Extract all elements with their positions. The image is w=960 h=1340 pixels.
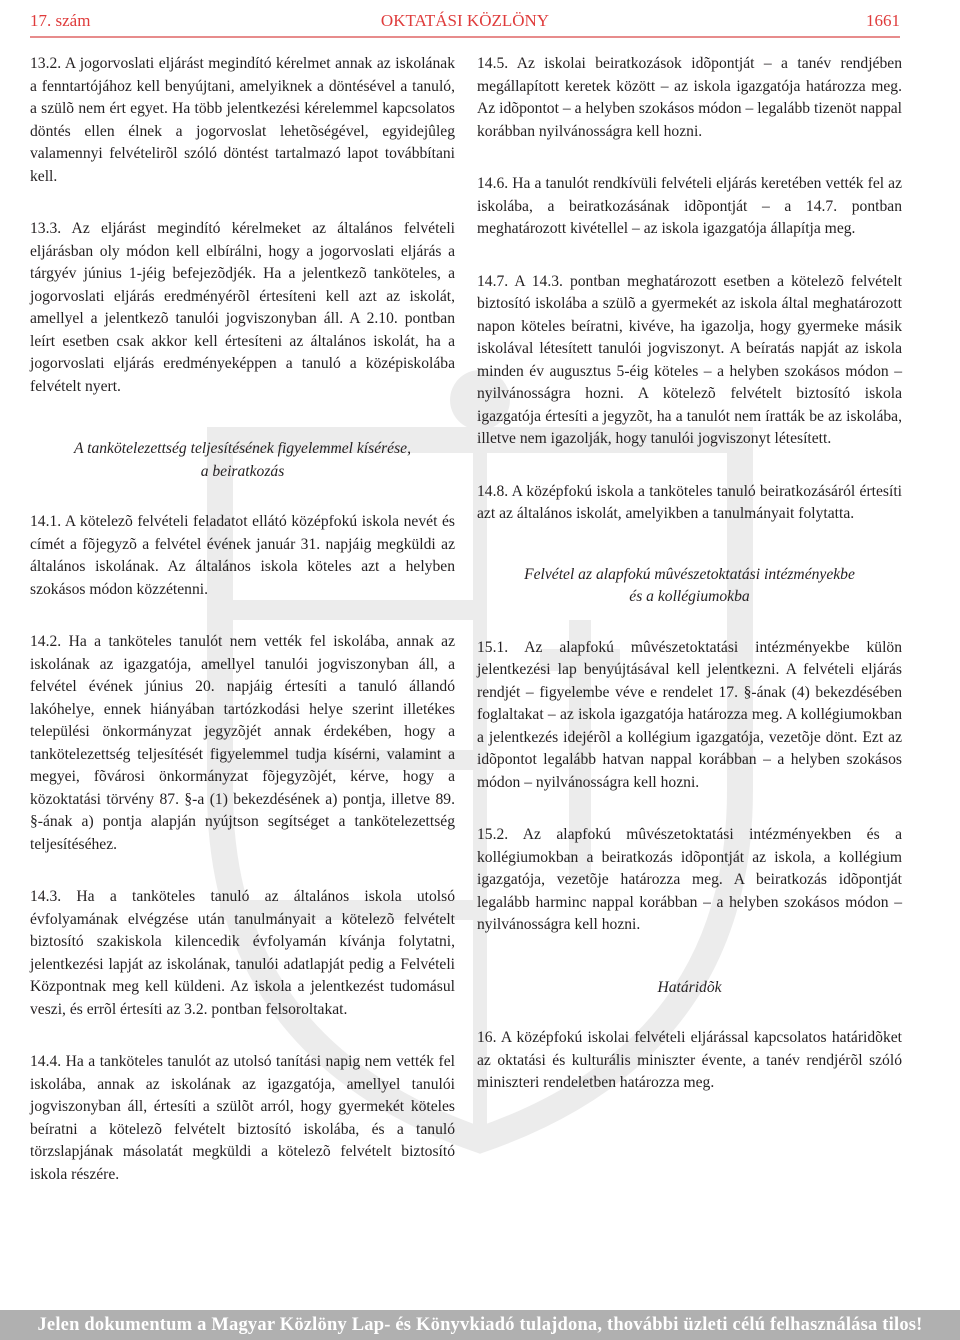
copyright-footer: Jelen dokumentum a Magyar Közlöny Lap- és Könyvkiadó tulajdona, thovábbi üzleti célú felhasználása tilos!	[0, 1310, 960, 1340]
paragraph-15-1: 15.1. Az alapfokú mûvészetoktatási intézményekbe külön jelentkezési lap benyújtásával kell jelentkezni. A felvételi eljárás rendjét – figyelembe véve e rendelet 17. §-ának (4) bekezdésében foglaltakat – az iskola igazgatója határozza meg. A kollégiumokban a jelentkezés idejérõl a kollégium igazgatója, vezetõje dönt. Ezt az idõpontot legalább hatvan nappal korábban – a helyben szokásos módon – nyilvánosságra kell hozni.	[477, 638, 902, 791]
section-heading-line: a beiratkozás	[200, 462, 285, 480]
paragraph-13-2: 13.2. A jogorvoslati eljárást megindító kérelmet annak az iskolának a fenntartójához kell benyújtani, amelyiknek a döntésével a tanuló, a szülõ nem ért egyet. Ha több jelentkezési kérelemmel kapcsolatos döntés ellen élnek a jogorvoslat lehetõségével, egyidejûleg valamennyi felvételirõl szóló döntést tartalmazó lapot továbbítani kell.	[30, 55, 455, 185]
page-number: 1661	[866, 11, 900, 30]
paragraph-13-3: 13.3. Az eljárást megindító kérelmeket az általános felvételi eljárásban oly módon kell elbírálni, hogy a jogorvoslati eljárás a tárgyév június 1-jéig befejezõdjék. Ha a jelentkezõ tanköteles, a jogorvoslati eljárás eredményérõl értesíteni kell azt az iskolát, amellyel a jelentkezõ tanulói jogviszonyban áll. A 2.10. pontban leírt esetben csak akkor kell értesíteni az általános iskolát, ha a jogorvoslati eljárás eredményeképpen a tanuló a középiskolába felvételt nyert.	[30, 220, 455, 395]
section-heading-line: Határidõk	[657, 978, 722, 996]
paragraph-16: 16. A középfokú iskolai felvételi eljárással kapcsolatos határidõket az oktatási és kulturális miniszter évente, a tanév rendjérõl szóló miniszteri rendeletben határozza meg.	[477, 1029, 902, 1091]
paragraph-14-7: 14.7. A 14.3. pontban meghatározott esetben a kötelezõ felvételt biztosító iskolába a szülõ a gyermekét az iskola által meghatározott napon köteles beíratni, kivéve, ha igazolja, hogy gyermeke másik iskolával létesített tanulói jogviszonyt. A beíratás napját az iskola minden év augusztus 5-éig köteles – a helyben szokásos módon – nyilvánosságra hozni. A kötelezõ felvételt biztosító iskola igazgatója értesíti a jegyzõt, ha a tanulót nem íratták be az iskolába, illetve nem igazolják, hogy tanulói jogviszonyt létesített.	[477, 272, 902, 447]
section-heading-hataridok	[477, 977, 902, 1000]
paragraph-14-5: 14.5. Az iskolai beiratkozások idõpontját – a tanév rendjében megállapított keretek között – az iskola igazgatója határozza meg. Az idõpontot – a helyben szokásos módon – legalább tizenöt nappal korábban nyilvánosságra kell hozni.	[477, 55, 902, 140]
section-heading-line: A tankötelezettség teljesítésének figyelemmel kísérése,	[73, 440, 411, 457]
section-heading-line: Felvétel az alapfokú mûvészetoktatási intézményekbe	[524, 565, 855, 583]
left-column	[30, 53, 455, 1197]
section-heading-line: és a kollégiumokba	[629, 588, 750, 605]
paragraph-14-6: 14.6. Ha a tanulót rendkívüli felvételi eljárás keretében vették fel az iskolába, a beiratkozásának idõpontját – a 14.7. pontban meghatározott kivétellel – az iskola igazgatója állapítja meg.	[477, 175, 902, 237]
publication-title: OKTATÁSI KÖZLÖNY	[380, 11, 550, 30]
right-column	[477, 53, 902, 1106]
paragraph-14-4: 14.4. Ha a tanköteles tanulót az utolsó tanítási napig nem vették fel iskolába, annak az iskolának az igazgatója, amellyel tanulói jogviszonyban áll, értesíti a szülõt arról, hogy gyermekét köteles beíratni a kötelezõ felvételt biztosító iskolába, és a tanuló törzslapjának másolatát megküldi a kötelezõ felvételt biztosító iskola részére.	[30, 1053, 455, 1183]
section-heading-alapfoku	[477, 564, 902, 609]
paragraph-14-3: 14.3. Ha a tanköteles tanuló az általános iskola utolsó évfolyamának elvégzése után tanulmányait a kötelezõ felvételt biztosító szakiskola kilencedik évfolyamán kívánja folytatni, jelentkezési lapját az iskolának, tanulói adatlapját pedig a Felvételi Központnak meg kell küldeni. Az iskola a jelentkezést tudomásul veszi, és errõl értesíti az 3.2. pontban felsoroltakat.	[30, 888, 455, 1018]
page-header	[30, 6, 900, 36]
paragraph-15-2: 15.2. Az alapfokú mûvészetoktatási intézményekben és a kollégiumokban a beiratkozás idõpontját az iskola, a kollégium igazgatója, vezetõje határozza meg. A beiratkozás idõpontját legalább harminc nappal korábban – a helyben szokásos módon – nyilvánosságra kell hozni.	[477, 826, 902, 933]
header-divider	[30, 36, 900, 38]
paragraph-14-8: 14.8. A középfokú iskola a tanköteles tanuló beiratkozásáról értesíti azt az általános iskolát, amelyikben a tanulmányait folytatta.	[477, 482, 902, 522]
paragraph-14-1: 14.1. A kötelezõ felvételi feladatot ellátó középfokú iskola nevét és címét a fõjegyzõ a felvétel évének január 31. napjáig megküldi az általános iskolának. Az általános iskola köteles azt a helyben szokásos módon közzétenni.	[30, 513, 455, 598]
issue-number: 17. szám	[30, 11, 91, 30]
section-heading-tankotelezettseg	[30, 438, 455, 483]
paragraph-14-2: 14.2. Ha a tanköteles tanulót nem vették fel iskolába, annak az iskolának az igazgatója, amellyel tanulói jogviszonyban áll, a felvétel évének június 20. napjáig értesíti a tanuló állandó lakóhelye, ennek hiányában tartózkodási helye szerint illetékes települési önkormányzat jegyzõjét annak érdekében, hogy a tankötelezettség teljesítését figyelemmel tudja kísérni, valamint a megyei, fõvárosi önkormányzat fõjegyzõjét, kérve, hogy a közoktatási törvény 87. §-a (1) bekezdésének a) pontja, illetve 89. §-ának a) pontja alapján nyújtson segítséget a tankötelezettség teljesítéséhez.	[30, 633, 455, 853]
